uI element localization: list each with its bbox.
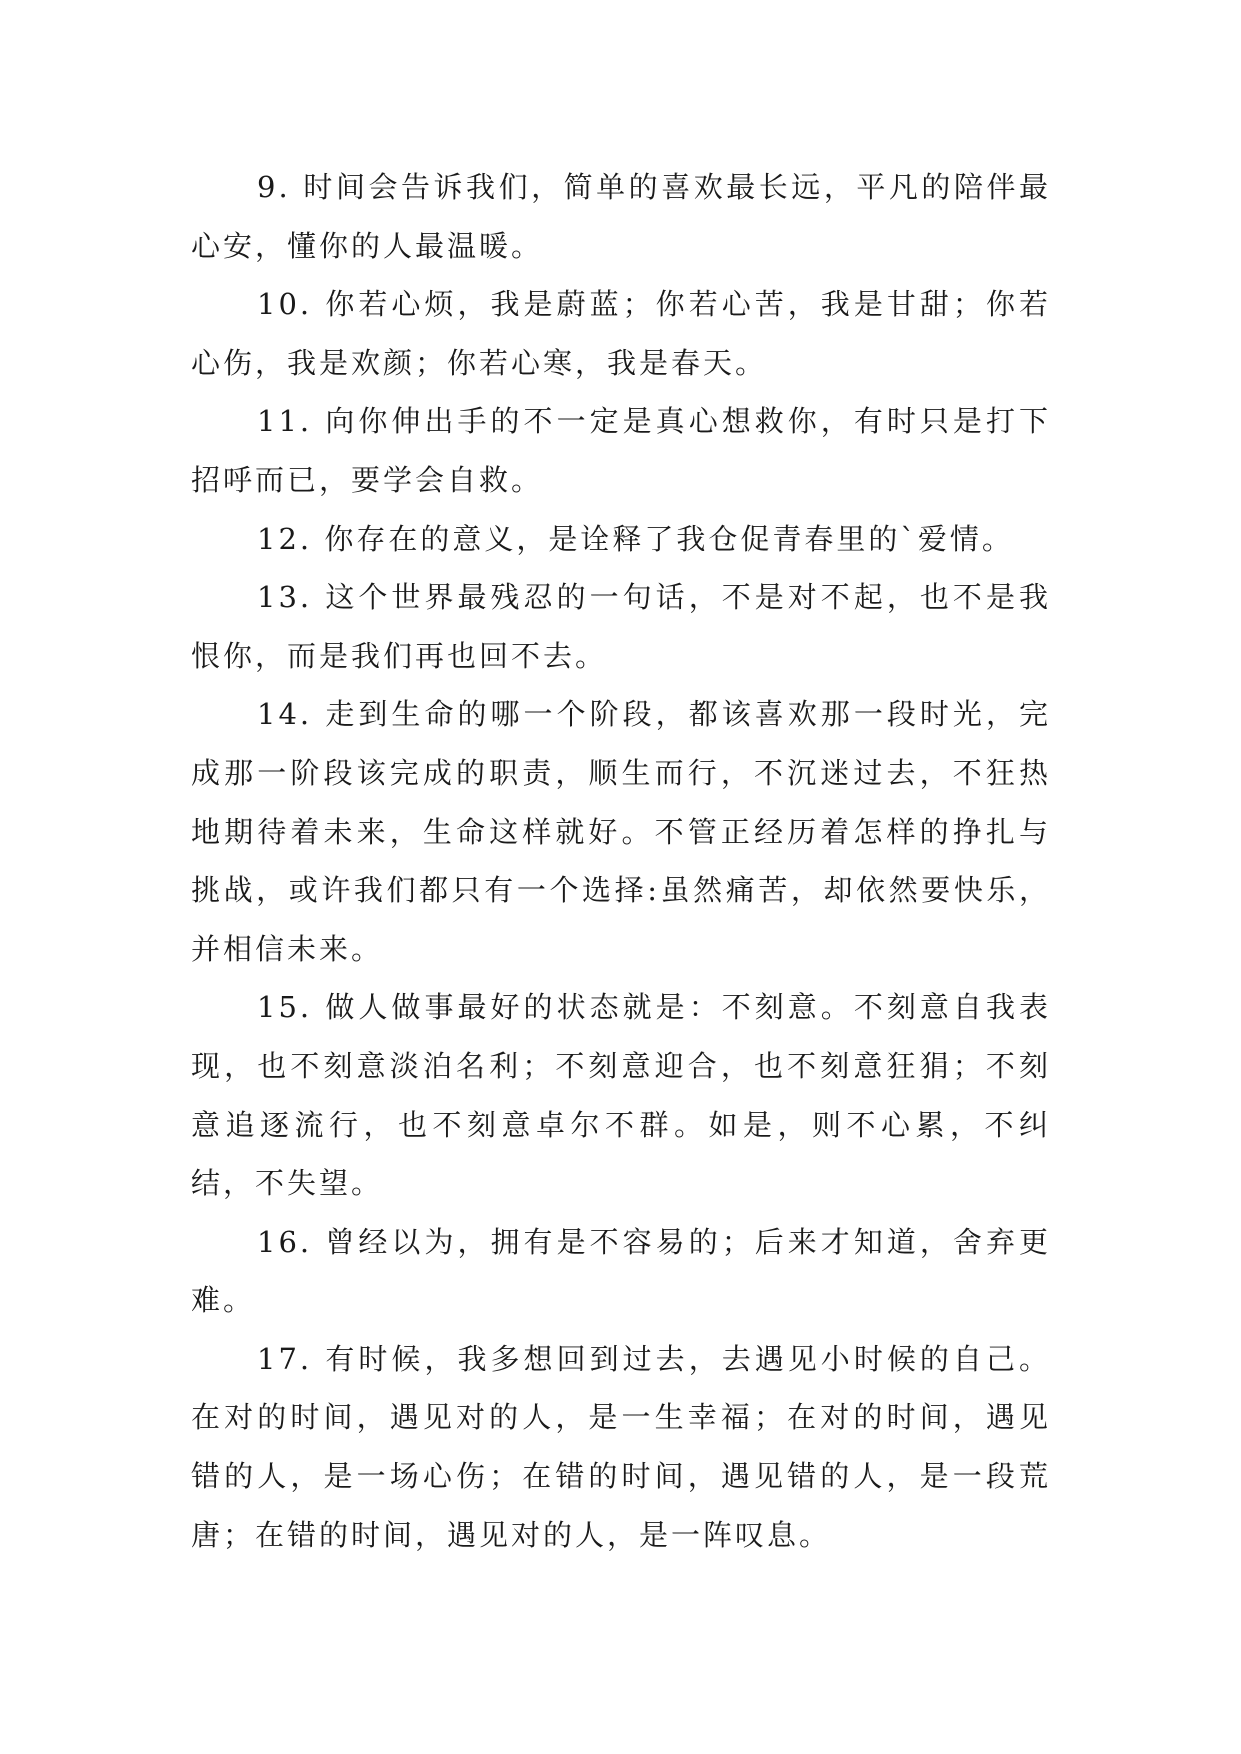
paragraph-text: 时间会告诉我们，简单的喜欢最长远，平凡的陪伴最心安，懂你的人最温暖。	[191, 170, 1051, 263]
paragraph-12	[191, 510, 1051, 569]
paragraph-text: 这个世界最残忍的一句话，不是对不起，也不是我恨你，而是我们再也回不去。	[191, 580, 1051, 673]
paragraph-number: 11.	[257, 404, 313, 439]
paragraph-number: 14.	[257, 697, 313, 732]
paragraph-number: 10.	[257, 287, 313, 322]
paragraph-text: 有时候，我多想回到过去，去遇见小时候的自己。在对的时间，遇见对的人，是一生幸福；在对的时间，遇见错的人，是一场心伤；在错的时间，遇见错的人，是一段荒唐；在错的时间，遇见对的人，是一阵叹息。	[191, 1341, 1051, 1552]
paragraph-number: 16.	[257, 1224, 313, 1259]
paragraph-11	[191, 392, 1051, 509]
document-body	[191, 158, 1051, 1564]
paragraph-16	[191, 1213, 1051, 1330]
paragraph-text: 你存在的意义，是诠释了我仓促青春里的`爱情。	[324, 521, 1014, 556]
paragraph-number: 15.	[257, 990, 313, 1025]
paragraph-text: 曾经以为，拥有是不容易的；后来才知道，舍弃更难。	[191, 1224, 1051, 1318]
paragraph-text: 走到生命的哪一个阶段，都该喜欢那一段时光，完成那一阶段该完成的职责，顺生而行，不沉迷过去，不狂热地期待着未来，生命这样就好。不管正经历着怎样的挣扎与挑战，或许我们都只有一个选择:虽然痛苦，却依然要快乐，并相信未来。	[191, 697, 1051, 966]
paragraph-14	[191, 685, 1051, 978]
paragraph-number: 17.	[257, 1341, 313, 1376]
paragraph-number: 13.	[257, 580, 313, 615]
paragraph-number: 12.	[257, 521, 313, 556]
paragraph-15	[191, 978, 1051, 1212]
paragraph-text: 你若心烦，我是蔚蓝；你若心苦，我是甘甜；你若心伤，我是欢颜；你若心寒，我是春天。	[191, 287, 1051, 380]
paragraph-text: 向你伸出手的不一定是真心想救你，有时只是打下招呼而已，要学会自救。	[191, 404, 1051, 497]
paragraph-number: 9.	[257, 170, 291, 204]
paragraph-13	[191, 568, 1051, 685]
paragraph-9	[191, 158, 1051, 275]
paragraph-10	[191, 275, 1051, 392]
paragraph-17	[191, 1330, 1051, 1564]
paragraph-text: 做人做事最好的状态就是：不刻意。不刻意自我表现，也不刻意淡泊名利；不刻意迎合，也不刻意狂狷；不刻意追逐流行，也不刻意卓尔不群。如是，则不心累，不纠结，不失望。	[191, 990, 1051, 1201]
